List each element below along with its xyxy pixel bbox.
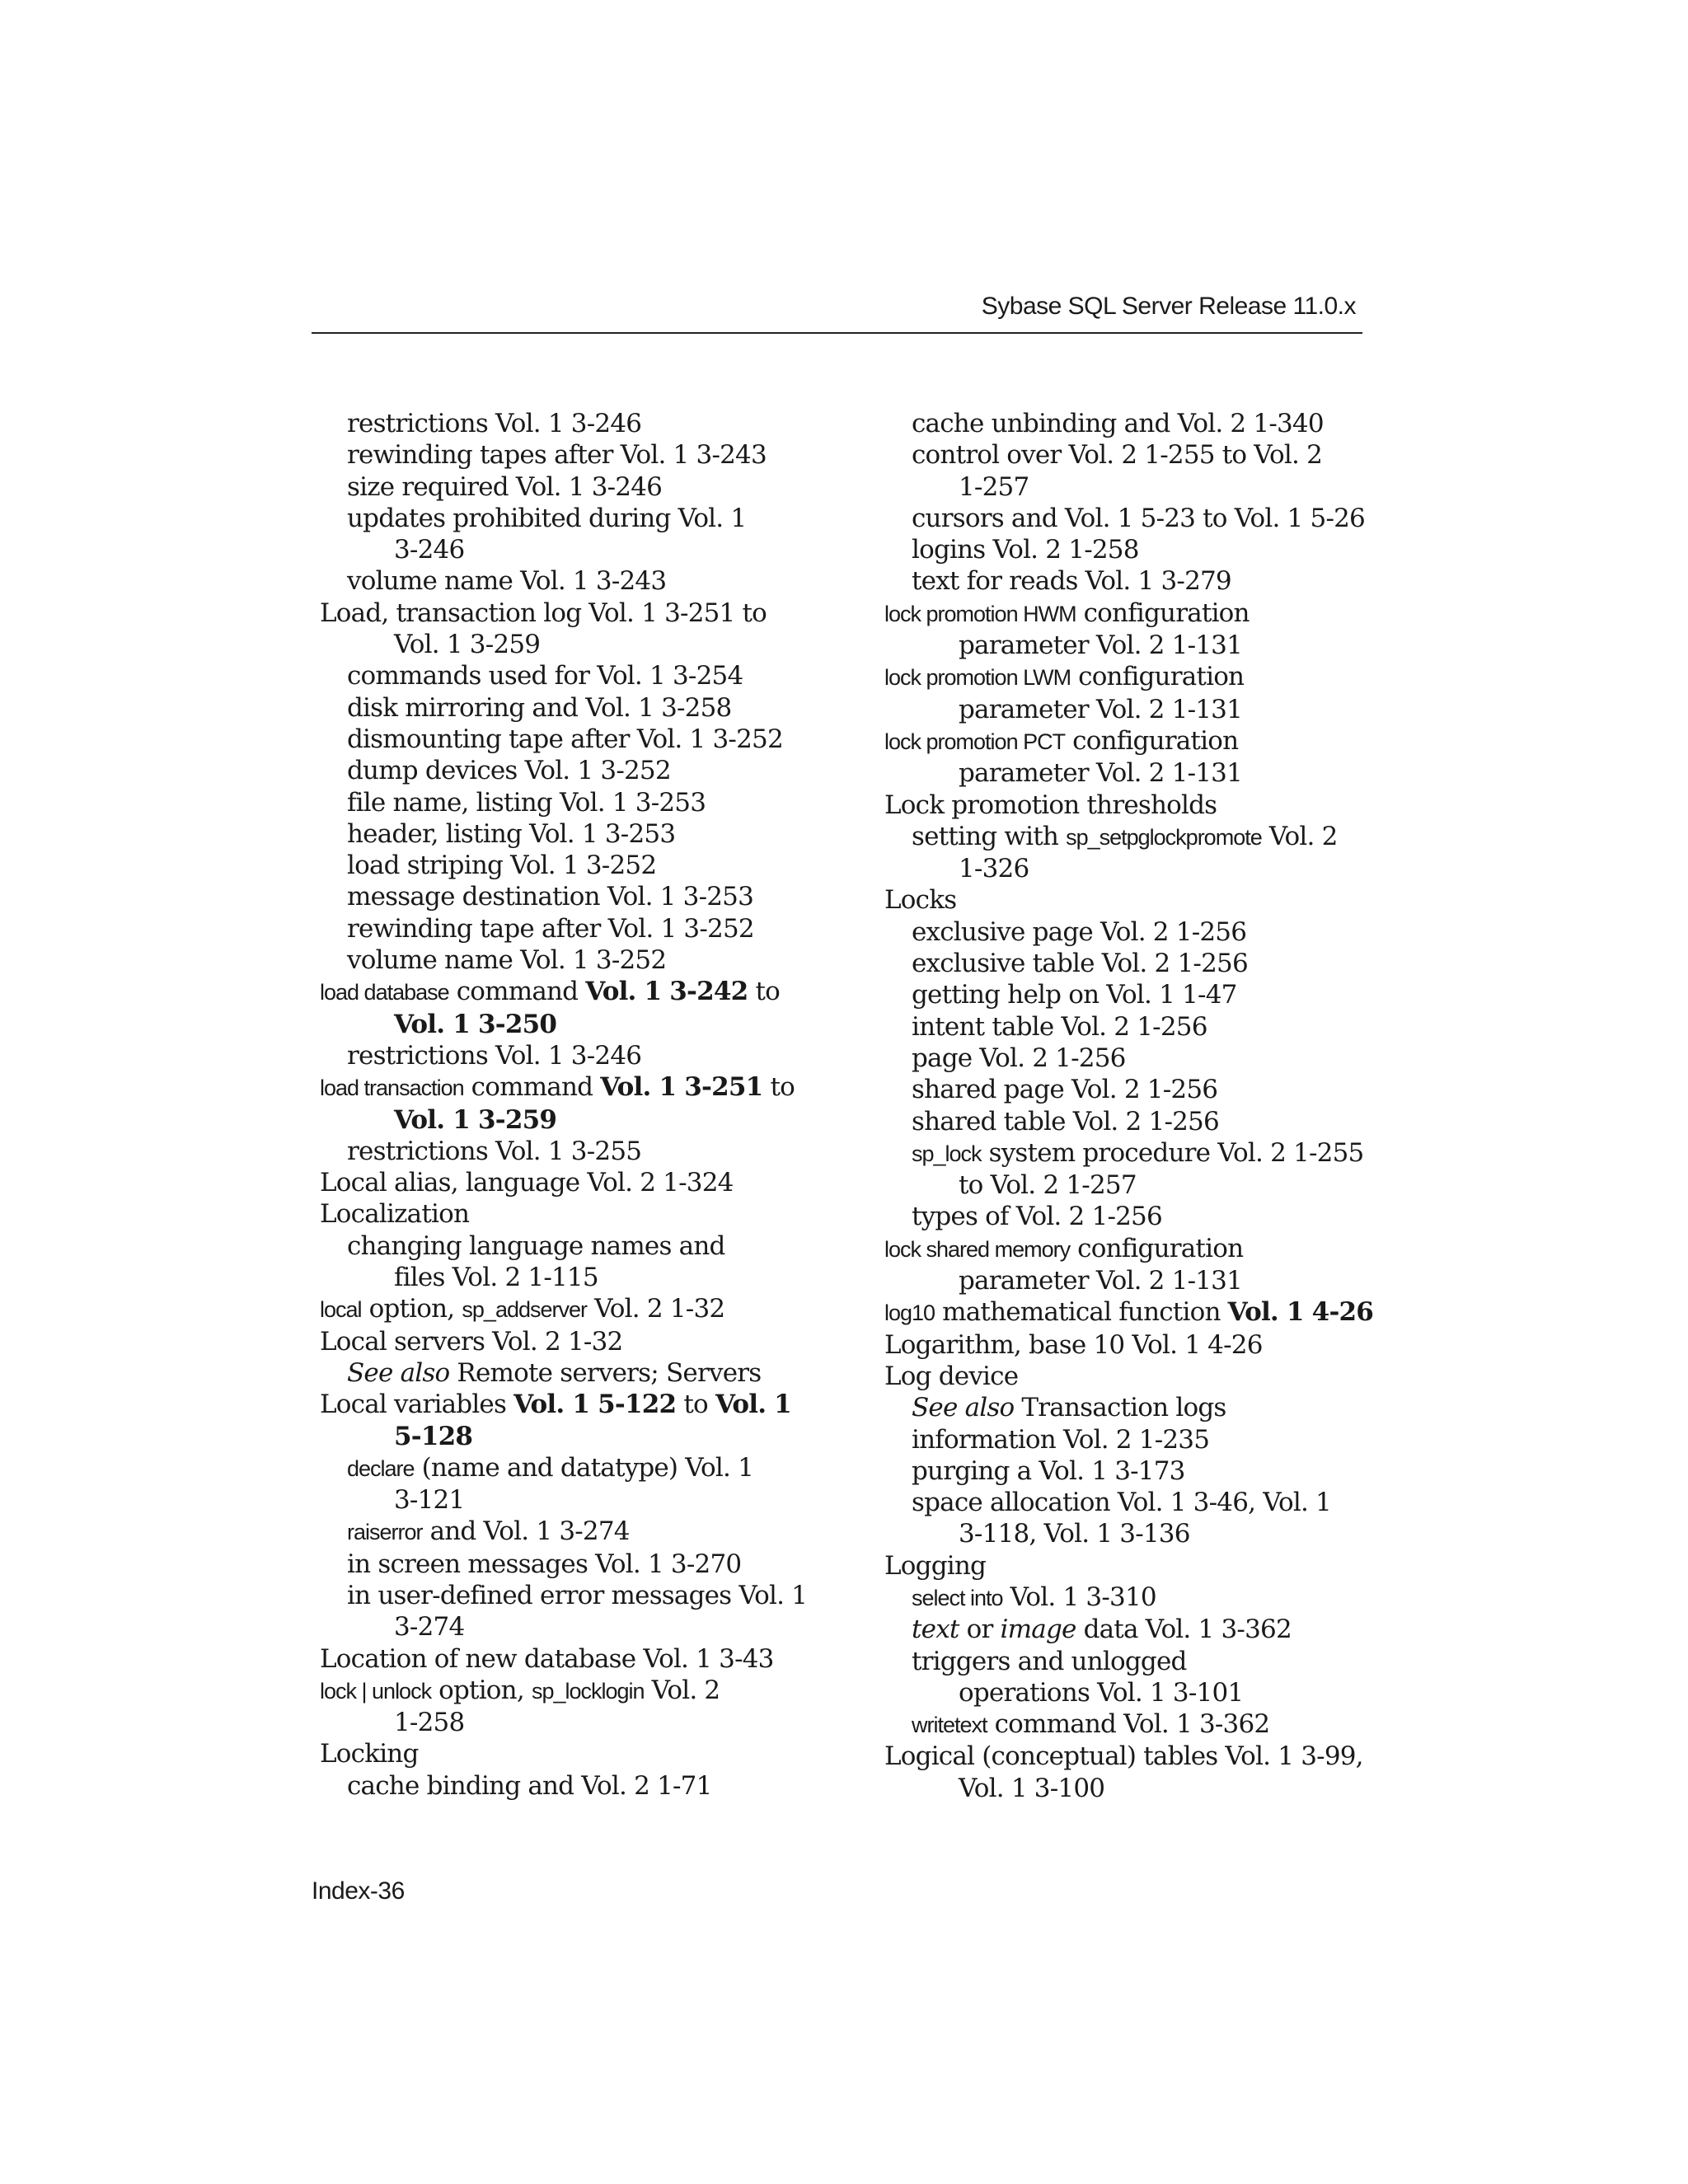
index-text: data Vol. 1 3-362: [1076, 1615, 1292, 1645]
index-text: 3-274: [394, 1612, 465, 1643]
index-subentry: [884, 534, 1379, 565]
index-subentry: [884, 757, 1379, 789]
index-text: 1-257: [959, 471, 1029, 502]
index-subentry: [884, 471, 1379, 503]
index-keyword: lock promotion HWM: [884, 601, 1076, 626]
index-subentry: [884, 979, 1379, 1010]
index-text: Logging: [884, 1550, 987, 1581]
index-text: shared page Vol. 2 1-256: [912, 1075, 1218, 1105]
index-text: restrictions Vol. 1 3-255: [347, 1136, 642, 1166]
index-column-right: [884, 408, 1379, 1804]
index-text: configuration: [1071, 662, 1245, 692]
index-subentry: [320, 692, 814, 724]
index-subentry: [884, 1011, 1379, 1043]
index-entry: [320, 1167, 814, 1198]
index-entry: [320, 1293, 814, 1325]
index-text: dump devices Vol. 1 3-252: [347, 756, 671, 786]
index-subentry: [884, 1487, 1379, 1518]
index-text: See also: [347, 1357, 450, 1388]
page-number: Index-36: [312, 1877, 405, 1905]
index-subentry: [320, 408, 814, 439]
index-text: load striping Vol. 1 3-252: [347, 851, 657, 881]
index-text: rewinding tapes after Vol. 1 3-243: [347, 440, 767, 471]
index-text: rewinding tape after Vol. 1 3-252: [347, 913, 754, 944]
index-text: volume name Vol. 1 3-243: [347, 566, 667, 597]
index-text: command: [463, 1072, 601, 1103]
index-text: Vol. 2 1-32: [587, 1294, 725, 1324]
index-text: mathematical function: [935, 1297, 1228, 1328]
index-entry: [320, 1389, 814, 1420]
index-subentry: [884, 630, 1379, 661]
index-text: 5-128: [394, 1421, 473, 1451]
index-subentry: [320, 1770, 814, 1802]
index-subentry: [320, 1580, 814, 1611]
index-subentry: [884, 1708, 1379, 1741]
index-subentry: [884, 1773, 1379, 1804]
index-keyword: log10: [884, 1301, 935, 1326]
index-subentry: [320, 881, 814, 912]
index-text: Vol. 1 4-26: [1227, 1297, 1374, 1328]
index-subentry: [884, 1043, 1379, 1074]
index-text: information Vol. 2 1-235: [912, 1424, 1210, 1455]
index-text: Locks: [884, 885, 957, 916]
index-text: disk mirroring and Vol. 1 3-258: [347, 692, 732, 723]
index-subentry: [320, 439, 814, 471]
index-subentry: [320, 471, 814, 503]
index-text: Vol. 1 5-122: [513, 1390, 677, 1420]
index-subentry: [884, 948, 1379, 979]
index-text: and Vol. 1 3-274: [422, 1516, 630, 1547]
page-header: [312, 293, 1362, 334]
index-text: in screen messages Vol. 1 3-270: [347, 1549, 742, 1579]
index-keyword: lock promotion PCT: [884, 729, 1066, 754]
index-text: Vol. 1 3-250: [394, 1009, 557, 1039]
index-text: image: [1000, 1615, 1076, 1645]
index-keyword: lock shared memory: [884, 1236, 1071, 1262]
index-text: size required Vol. 1 3-246: [347, 471, 663, 502]
index-keyword: select into: [912, 1585, 1003, 1610]
index-text: parameter Vol. 2 1-131: [959, 630, 1243, 661]
index-text: Logarithm, base 10 Vol. 1 4-26: [884, 1329, 1263, 1360]
index-text: header, listing Vol. 1 3-253: [347, 818, 676, 849]
index-entry: [320, 1643, 814, 1675]
index-entry: [320, 1071, 814, 1104]
index-text: cache unbinding and Vol. 2 1-340: [912, 409, 1324, 438]
index-text: parameter Vol. 2 1-131: [959, 1266, 1243, 1296]
index-text: files Vol. 2 1-115: [394, 1263, 598, 1293]
index-text: Locking: [320, 1739, 419, 1769]
index-subentry: [320, 818, 814, 850]
index-subentry: [320, 1452, 814, 1484]
index-text: Logical (conceptual) tables Vol. 1 3-99,: [884, 1741, 1363, 1772]
index-subentry: [884, 1169, 1379, 1201]
index-subentry: [884, 694, 1379, 725]
index-subentry: [884, 1518, 1379, 1549]
index-text: Vol. 1 3-242: [585, 977, 748, 1007]
index-subentry: [320, 1549, 814, 1580]
index-subentry: [320, 629, 814, 660]
index-text: Vol. 2: [644, 1675, 720, 1705]
index-keyword: sp_locklogin: [531, 1678, 645, 1704]
index-entry: [884, 1741, 1379, 1772]
index-text: space allocation Vol. 1 3-46, Vol. 1: [912, 1488, 1331, 1518]
index-subentry: [320, 1136, 814, 1167]
index-subentry: [884, 1646, 1379, 1677]
index-text: See also: [912, 1393, 1015, 1423]
index-entry: [884, 1550, 1379, 1582]
index-text: exclusive page Vol. 2 1-256: [912, 916, 1247, 947]
index-text: Vol. 2: [1261, 821, 1338, 851]
index-text: commands used for Vol. 1 3-254: [347, 661, 743, 691]
index-keyword: load transaction: [320, 1076, 464, 1101]
index-text: exclusive table Vol. 2 1-256: [912, 949, 1248, 979]
index-subentry: [884, 1677, 1379, 1708]
index-subentry: [884, 853, 1379, 884]
index-text: restrictions Vol. 1 3-246: [347, 409, 642, 438]
index-entry: [884, 1233, 1379, 1265]
index-subentry: [320, 565, 814, 597]
index-text: 3-118, Vol. 1 3-136: [959, 1519, 1190, 1549]
index-entry: [884, 1329, 1379, 1361]
index-entry: [320, 598, 814, 629]
index-text: Vol. 1: [715, 1390, 791, 1420]
index-text: purging a Vol. 1 3-173: [912, 1455, 1185, 1486]
index-text: (name and datatype) Vol. 1: [414, 1452, 754, 1483]
index-text: parameter Vol. 2 1-131: [959, 694, 1243, 724]
index-keyword: writetext: [912, 1713, 987, 1738]
index-subentry: [884, 916, 1379, 948]
index-text: in user-defined error messages Vol. 1: [347, 1580, 808, 1610]
index-text: system procedure Vol. 2 1-255: [981, 1137, 1364, 1168]
index-text: getting help on Vol. 1 1-47: [912, 980, 1237, 1010]
index-text: option,: [361, 1294, 462, 1324]
index-subentry: [884, 1137, 1379, 1169]
index-text: Local servers Vol. 2 1-32: [320, 1326, 623, 1357]
running-header-title: Sybase SQL Server Release 11.0.x: [981, 293, 1356, 320]
index-subentry: [320, 1262, 814, 1293]
index-subentry: [884, 1106, 1379, 1137]
index-text: to: [748, 977, 781, 1007]
index-keyword: lock | unlock: [320, 1678, 432, 1704]
index-subentry: [884, 1392, 1379, 1423]
index-text: updates prohibited during Vol. 1: [347, 503, 747, 533]
index-text: Vol. 1 3-251: [600, 1072, 763, 1103]
index-entry: [320, 1198, 814, 1230]
index-text: setting with: [912, 821, 1067, 851]
index-subentry: [320, 1009, 814, 1040]
index-subentry: [320, 724, 814, 755]
index-text: to: [676, 1390, 715, 1420]
index-subentry: [320, 1421, 814, 1452]
index-text: 3-246: [394, 535, 465, 565]
index-keyword: sp_setpglockpromote: [1066, 824, 1262, 850]
index-text: command: [448, 977, 586, 1007]
index-text: cursors and Vol. 1 5-23 to Vol. 1 5-26: [912, 503, 1365, 533]
index-text: Vol. 1 3-259: [394, 630, 541, 660]
index-text: triggers and unlogged: [912, 1646, 1187, 1676]
index-text: to: [762, 1072, 795, 1103]
index-text: Vol. 1 3-310: [1002, 1582, 1156, 1612]
index-text: file name, listing Vol. 1 3-253: [347, 787, 706, 818]
index-text: Log device: [884, 1361, 1019, 1391]
index-entry: [884, 661, 1379, 693]
index-subentry: [884, 1424, 1379, 1455]
index-text: types of Vol. 2 1-256: [912, 1202, 1162, 1232]
index-subentry: [884, 1074, 1379, 1105]
index-text: restrictions Vol. 1 3-246: [347, 1040, 642, 1071]
index-subentry: [320, 1357, 814, 1389]
index-keyword: lock promotion LWM: [884, 665, 1071, 691]
index-subentry: [320, 944, 814, 976]
index-text: Location of new database Vol. 1 3-43: [320, 1643, 774, 1674]
index-text: changing language names and: [347, 1230, 725, 1261]
index-text: message destination Vol. 1 3-253: [347, 882, 754, 912]
index-entry: [884, 884, 1379, 916]
index-text: Transaction logs: [1014, 1393, 1226, 1423]
index-text: operations Vol. 1 3-101: [959, 1677, 1244, 1708]
index-keyword: declare: [347, 1455, 415, 1481]
index-text: volume name Vol. 1 3-252: [347, 945, 667, 976]
index-text: Local alias, language Vol. 2 1-324: [320, 1168, 734, 1198]
index-subentry: [320, 1040, 814, 1071]
index-keyword: sp_addserver: [462, 1297, 588, 1323]
index-text: Remote servers; Servers: [449, 1357, 762, 1388]
index-subentry: [884, 565, 1379, 597]
index-text: logins Vol. 2 1-258: [912, 535, 1139, 565]
index-text: configuration: [1076, 598, 1250, 628]
index-subentry: [884, 408, 1379, 439]
index-text: command Vol. 1 3-362: [987, 1709, 1270, 1740]
index-text: configuration: [1070, 1233, 1244, 1263]
index-subentry: [884, 821, 1379, 853]
index-text: Vol. 1 3-259: [394, 1104, 557, 1135]
index-entry: [884, 790, 1379, 821]
index-keyword: raiserror: [347, 1520, 423, 1545]
index-subentry: [320, 660, 814, 691]
index-text: Local variables: [320, 1390, 514, 1420]
index-text: intent table Vol. 2 1-256: [912, 1011, 1207, 1042]
index-subentry: [320, 850, 814, 881]
index-subentry: [884, 1614, 1379, 1645]
index-column-left: [320, 408, 814, 1802]
index-text: dismounting tape after Vol. 1 3-252: [347, 724, 783, 754]
index-subentry: [320, 534, 814, 565]
index-text: Load, transaction log Vol. 1 3-251 to: [320, 598, 767, 628]
index-text: 1-326: [959, 854, 1029, 884]
index-subentry: [320, 1230, 814, 1262]
index-subentry: [884, 439, 1379, 471]
index-text: or: [959, 1615, 1001, 1645]
index-text: to Vol. 2 1-257: [959, 1170, 1137, 1201]
index-text: Localization: [320, 1199, 470, 1230]
index-subentry: [320, 787, 814, 818]
index-entry: [884, 1361, 1379, 1392]
index-subentry: [884, 1265, 1379, 1296]
index-text: cache binding and Vol. 2 1-71: [347, 1770, 712, 1801]
index-text: control over Vol. 2 1-255 to Vol. 2: [912, 440, 1323, 471]
index-text: Vol. 1 3-100: [959, 1773, 1105, 1803]
index-entry: [320, 1326, 814, 1357]
index-subentry: [320, 1707, 814, 1738]
index-text: option,: [431, 1675, 532, 1705]
index-text: text for reads Vol. 1 3-279: [912, 566, 1231, 597]
index-entry: [884, 1296, 1379, 1329]
index-subentry: [320, 503, 814, 534]
index-entry: [320, 1675, 814, 1707]
index-text: text: [912, 1615, 959, 1645]
index-subentry: [320, 1104, 814, 1136]
index-subentry: [320, 1484, 814, 1516]
index-keyword: load database: [320, 980, 449, 1005]
index-subentry: [320, 1611, 814, 1643]
index-subentry: [884, 1201, 1379, 1232]
index-text: parameter Vol. 2 1-131: [959, 758, 1243, 789]
index-subentry: [884, 1582, 1379, 1614]
index-subentry: [320, 755, 814, 786]
index-subentry: [884, 503, 1379, 534]
index-entry: [884, 725, 1379, 757]
index-keyword: sp_lock: [912, 1141, 982, 1166]
index-text: 3-121: [394, 1485, 465, 1516]
index-subentry: [884, 1455, 1379, 1487]
index-subentry: [320, 913, 814, 944]
index-subentry: [320, 1516, 814, 1548]
index-keyword: local: [320, 1297, 362, 1323]
index-entry: [320, 976, 814, 1008]
index-text: Lock promotion thresholds: [884, 790, 1217, 820]
index-text: configuration: [1065, 725, 1239, 756]
index-text: shared table Vol. 2 1-256: [912, 1106, 1219, 1137]
index-text: page Vol. 2 1-256: [912, 1043, 1126, 1073]
index-text: 1-258: [394, 1708, 465, 1738]
index-entry: [320, 1738, 814, 1769]
index-entry: [884, 598, 1379, 630]
